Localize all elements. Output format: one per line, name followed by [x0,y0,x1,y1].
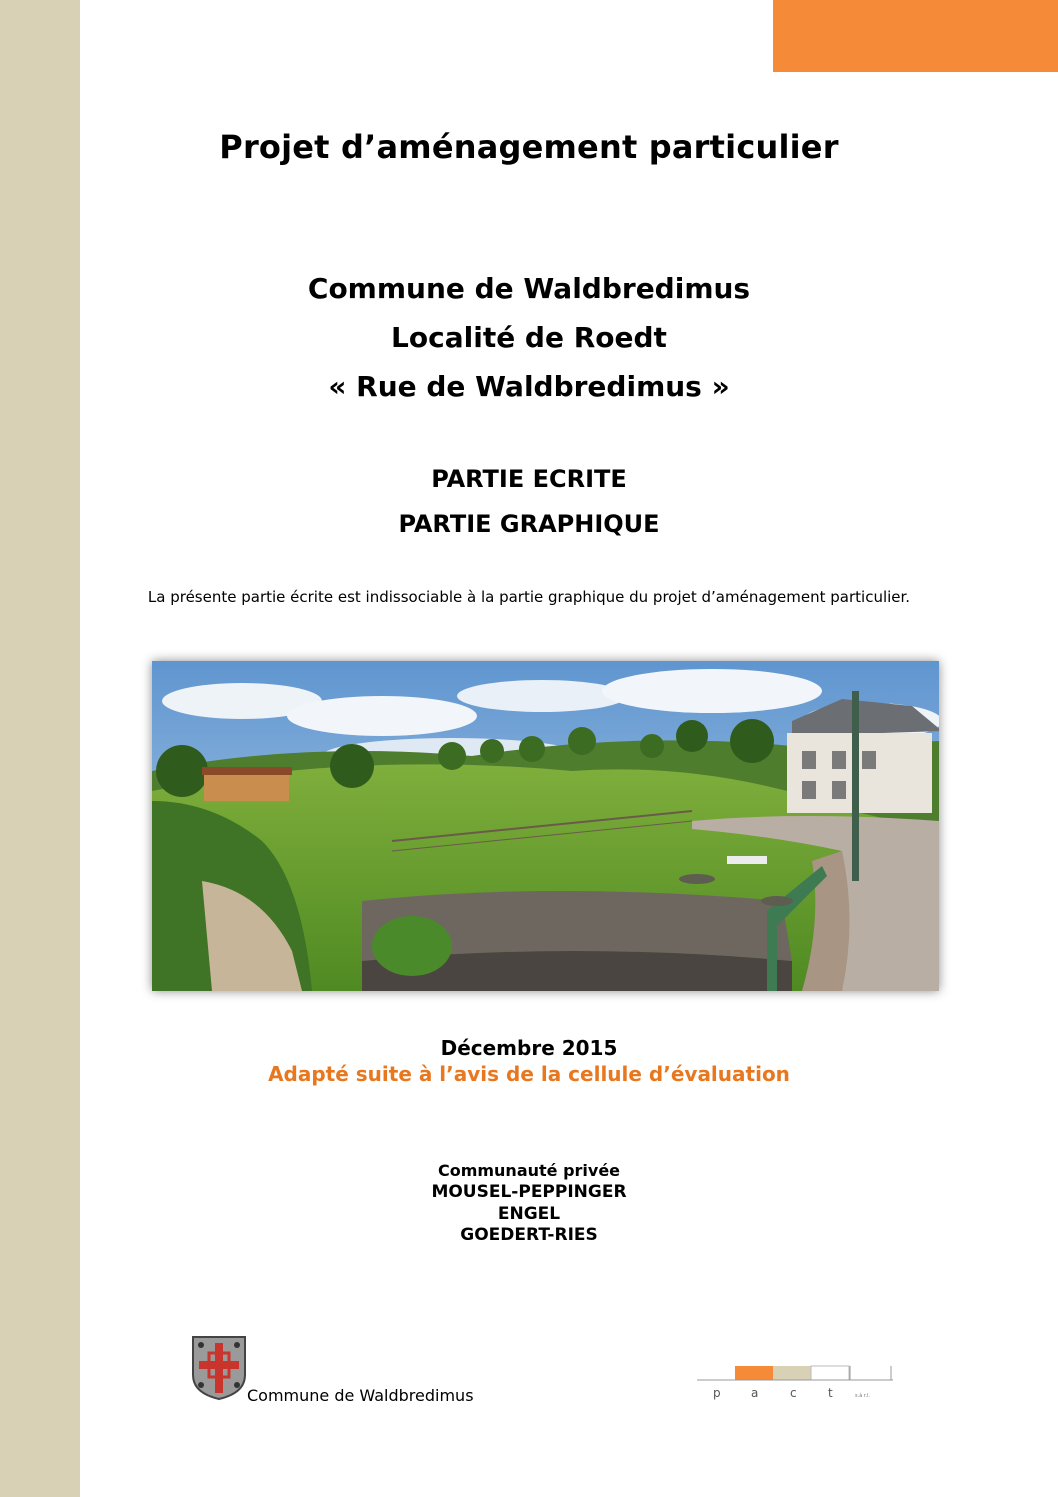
owner-name: GOEDERT-RIES [460,1225,598,1245]
intro-text: La présente partie écrite est indissociable à la partie graphique du projet d’aménagement particulier. [147,588,911,606]
partie-ecrite-heading: PARTIE ECRITE [431,465,627,493]
owners-label: Communauté privée [437,1161,621,1180]
document-date: Décembre 2015 [440,1036,618,1060]
coat-of-arms-icon [191,1335,247,1401]
logo-letter: c [790,1386,797,1400]
logo-letter: a [751,1386,759,1400]
logo-letter: p [713,1386,721,1400]
adaptation-note: Adapté suite à l’avis de la cellule d’évaluation [268,1062,790,1086]
logo-letter: s.à r.l. [855,1393,871,1399]
street-name: « Rue de Waldbredimus » [328,370,730,403]
owner-name: MOUSEL-PEPPINGER [431,1182,627,1202]
document-title: Projet d’aménagement particulier [219,128,839,166]
footer-commune-label: Commune de Waldbredimus [247,1386,474,1405]
partie-graphique-heading: PARTIE GRAPHIQUE [398,510,660,538]
pact-logo [695,1364,895,1402]
commune-name: Commune de Waldbredimus [307,272,751,305]
owner-name: ENGEL [497,1204,561,1224]
orange-header-block [773,0,1058,72]
side-band [0,0,80,1497]
logo-letter: t [828,1386,833,1400]
localite-name: Localité de Roedt [391,321,667,354]
site-photo [152,661,939,991]
